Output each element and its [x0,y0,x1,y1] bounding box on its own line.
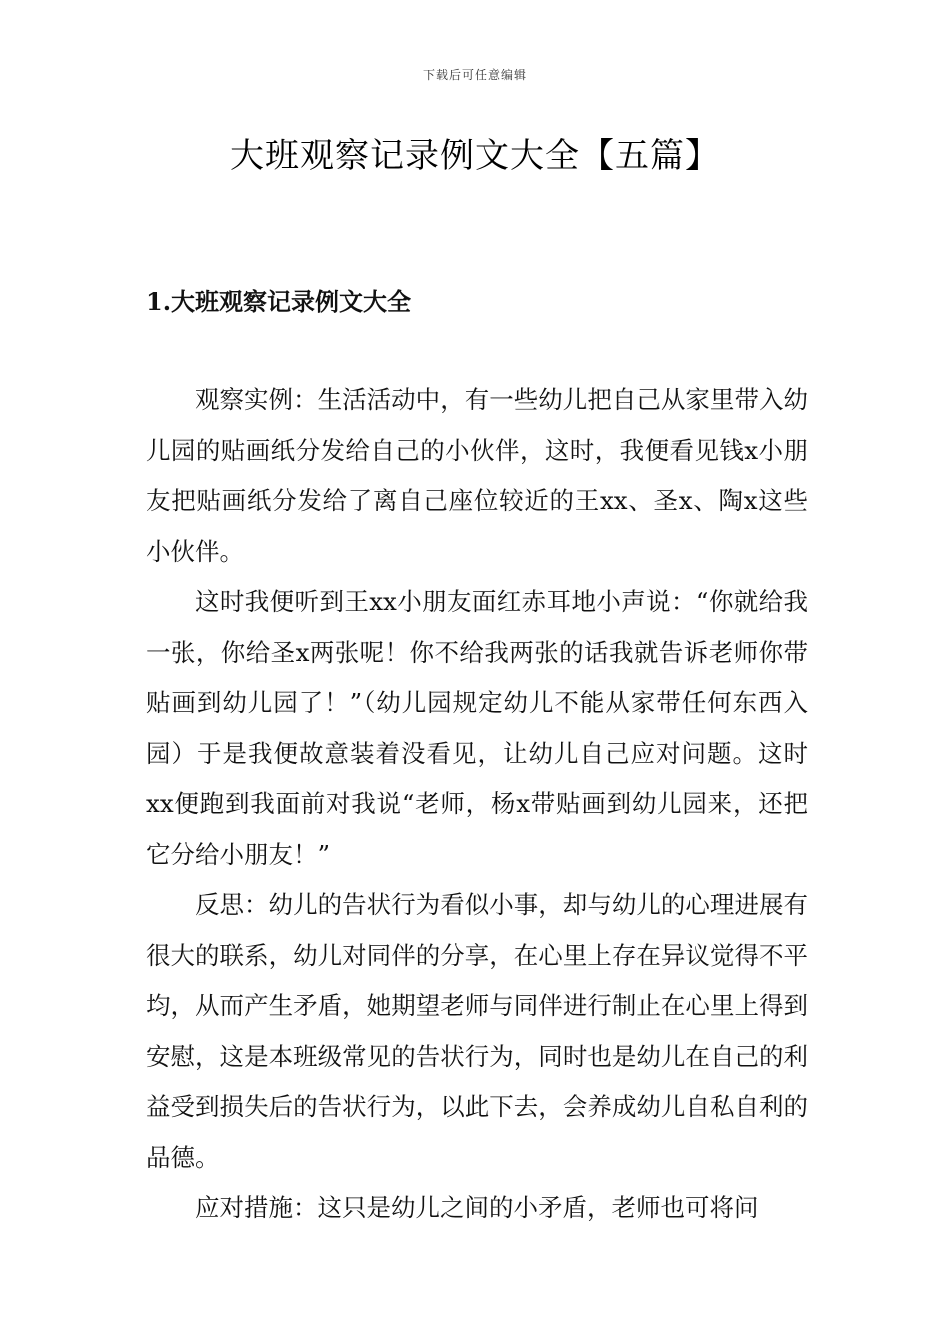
paragraph-measures: 应对措施：这只是幼儿之间的小矛盾，老师也可将问 [195,1193,759,1222]
paragraph-reflection: 反思：幼儿的告状行为看似小事，却与幼儿的心理进展有很大的联系，幼儿对同伴的分享，在心里上存在异议觉得不平均，从而产生矛盾，她期望老师与同伴进行制止在心里上得到安慰，这是本班级常见的告状行为，同时也是幼儿在自己的利益受到损失后的告状行为，以此下去，会养成幼儿自私自利的品德。 [146,890,808,1172]
body-text [146,375,808,1234]
document-title: 大班观察记录例文大全【五篇】 [230,136,720,176]
header-note: 下载后可任意编辑 [422,68,527,82]
section-heading: 1.大班观察记录例文大全 [146,287,412,316]
paragraph-incident: 这时我便听到王xx小朋友面红赤耳地小声说：“你就给我一张，你给圣x两张呢！你不给我两张的话我就告诉老师你带贴画到幼儿园了！”（幼儿园规定幼儿不能从家带任何东西入园）于是我便故意装着没看见，让幼儿自己应对问题。这时xx便跑到我面前对我说“老师，杨x带贴画到幼儿园来，还把它分给小朋友！” [146,587,808,869]
paragraph-observation: 观察实例：生活活动中，有一些幼儿把自己从家里带入幼儿园的贴画纸分发给自己的小伙伴，这时，我便看见钱x小朋友把贴画纸分发给了离自己座位较近的王xx、圣x、陶x这些小伙伴。 [146,385,808,566]
